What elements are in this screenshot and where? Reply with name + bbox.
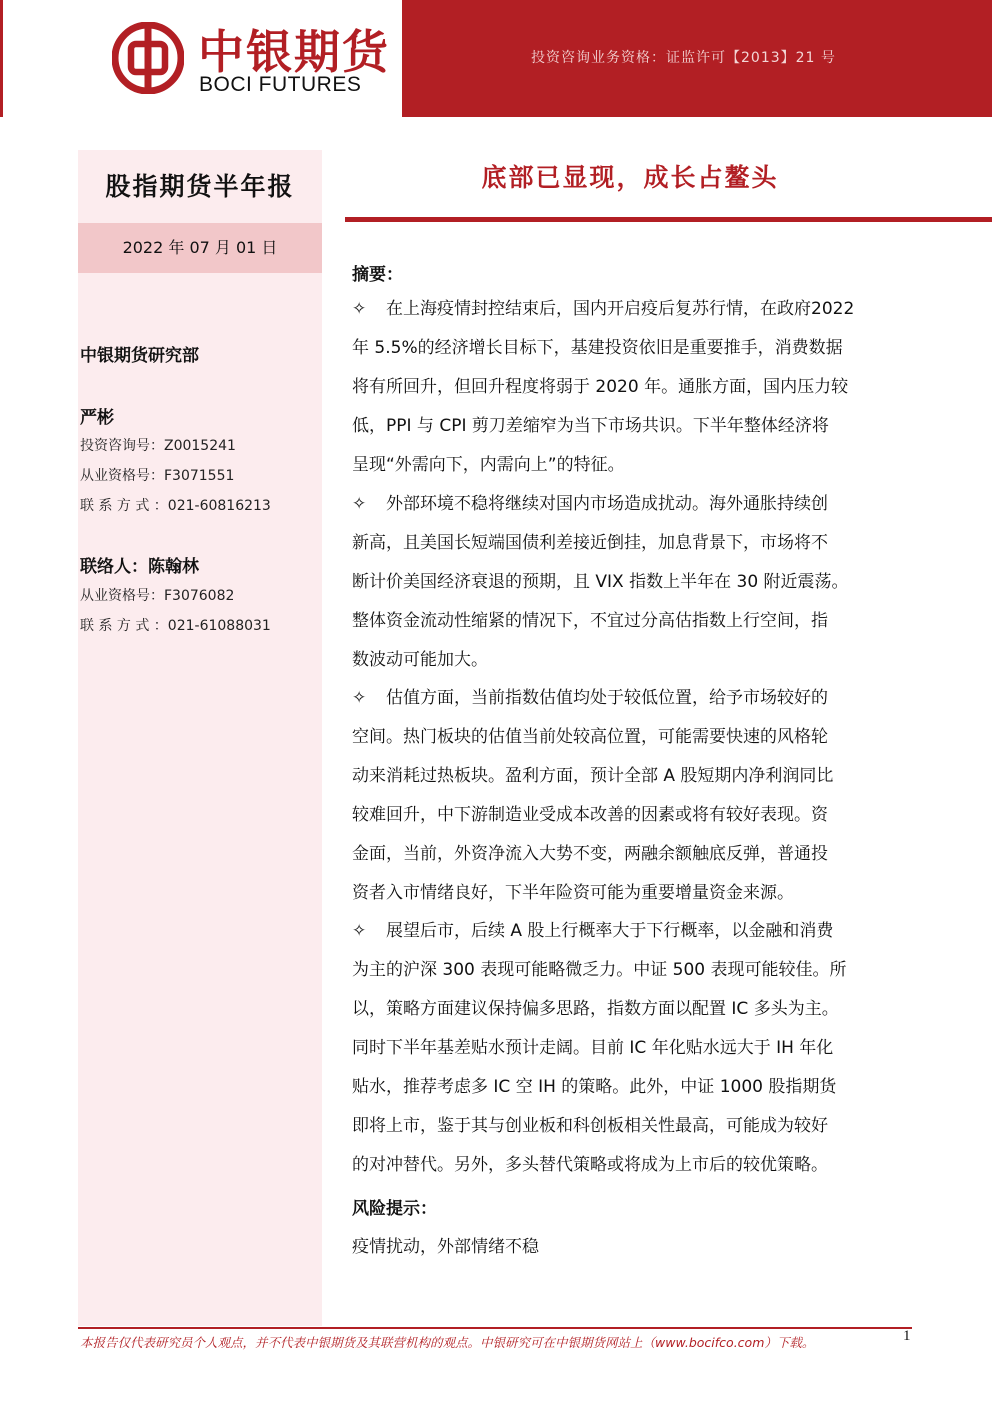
risk-text: 疫情扰动，外部情绪不稳 [352,1237,539,1257]
footer-rule [78,1327,912,1329]
paragraph-line: 同时下半年基差贴水预计走阔。目前 IC 年化贴水远大于 IH 年化 [352,1038,834,1058]
paragraph-line: ✧ 展望后市，后续 A 股上行概率大于下行概率，以金融和消费 [352,912,847,951]
paragraph-line: 低，PPI 与 CPI 剪刀差缩窄为当下市场共识。下半年整体经济将 [352,416,829,436]
paragraph-line: 以，策略方面建议保持偏多思路，指数方面以配置 IC 多头为主。 [352,999,839,1019]
analyst-phone: 联 系 方 式 ：021-60816213 [80,498,271,514]
paragraph-line: 数波动可能加大。 [352,650,488,670]
brand-name-en: BOCI FUTURES [199,73,362,96]
bullet-icon: ✧ [352,494,367,514]
header-left-bar [0,0,3,117]
footer-disclaimer: 本报告仅代表研究员个人观点，并不代表中银期货及其联营机构的观点。中银研究可在中银期货网站上（www.bocifco.com）下载。 [80,1335,815,1350]
paragraph-line: 空间。热门板块的估值当前处较高位置，可能需要快速的风格轮 [352,727,828,747]
brand-name-cn: 中银期货 [198,25,390,79]
bullet-icon: ✧ [352,688,367,708]
abstract-paragraph [352,912,847,1185]
paragraph-line: 贴水，推荐考虑多 IC 空 IH 的策略。此外，中证 1000 股指期货 [352,1077,837,1097]
paragraph-line: ✧ 在上海疫情封控结束后，国内开启疫后复苏行情，在政府2022 [352,290,854,329]
risk-heading: 风险提示： [352,1199,437,1219]
paragraph-line: 新高，且美国长短端国债利差接近倒挂，加息背景下，市场将不 [352,533,828,553]
boc-logo-icon [112,22,184,94]
contact-phone: 联 系 方 式 ：021-61088031 [80,618,271,634]
paragraph-line: 的对冲替代。另外，多头替代策略或将成为上市后的较优策略。 [352,1155,828,1175]
abstract-paragraph [352,485,849,680]
document-title: 底部已显现，成长占鳌头 [481,163,779,192]
abstract-paragraph [352,679,833,913]
bullet-icon: ✧ [352,921,367,941]
report-type: 股指期货半年报 [105,172,295,201]
paragraph-line: 年 5.5%的经济增长目标下，基建投资依旧是重要推手，消费数据 [352,338,843,358]
license-text: 投资咨询业务资格：证监许可【2013】21 号 [531,50,836,66]
analyst-license-id: 从业资格号：F3071551 [80,468,235,484]
analyst-name: 严彬 [80,408,114,428]
contact-license-id: 从业资格号：F3076082 [80,588,235,604]
department: 中银期货研究部 [80,346,199,366]
paragraph-line: 动来消耗过热板块。盈利方面，预计全部 A 股短期内净利润同比 [352,766,834,786]
page-number: 1 [903,1328,911,1344]
abstract-paragraph [352,290,854,485]
paragraph-line: 金面，当前，外资净流入大势不变，两融余额触底反弹，普通投 [352,844,828,864]
sidebar [78,150,322,1326]
paragraph-line: ✧ 估值方面，当前指数估值均处于较低位置，给予市场较好的 [352,679,833,718]
contact-name: 联络人：陈翰林 [80,557,199,577]
paragraph-line: 呈现“外需向下，内需向上”的特征。 [352,455,625,475]
title-rule [345,217,992,222]
abstract-heading: 摘要： [352,265,403,285]
paragraph-line: 断计价美国经济衰退的预期，且 VIX 指数上半年在 30 附近震荡。 [352,572,849,592]
analyst-consult-id: 投资咨询号：Z0015241 [80,438,236,454]
paragraph-line: 将有所回升，但回升程度将弱于 2020 年。通胀方面，国内压力较 [352,377,849,397]
report-date: 2022 年 07 月 01 日 [122,238,278,257]
paragraph-line: 较难回升，中下游制造业受成本改善的因素或将有较好表现。资 [352,805,828,825]
paragraph-line: 整体资金流动性缩紧的情况下，不宜过分高估指数上行空间，指 [352,611,828,631]
paragraph-line: 为主的沪深 300 表现可能略微乏力。中证 500 表现可能较佳。所 [352,960,847,980]
paragraph-line: ✧ 外部环境不稳将继续对国内市场造成扰动。海外通胀持续创 [352,485,849,524]
paragraph-line: 资者入市情绪良好，下半年险资可能为重要增量资金来源。 [352,883,794,903]
bullet-icon: ✧ [352,299,367,319]
paragraph-line: 即将上市，鉴于其与创业板和科创板相关性最高，可能成为较好 [352,1116,828,1136]
